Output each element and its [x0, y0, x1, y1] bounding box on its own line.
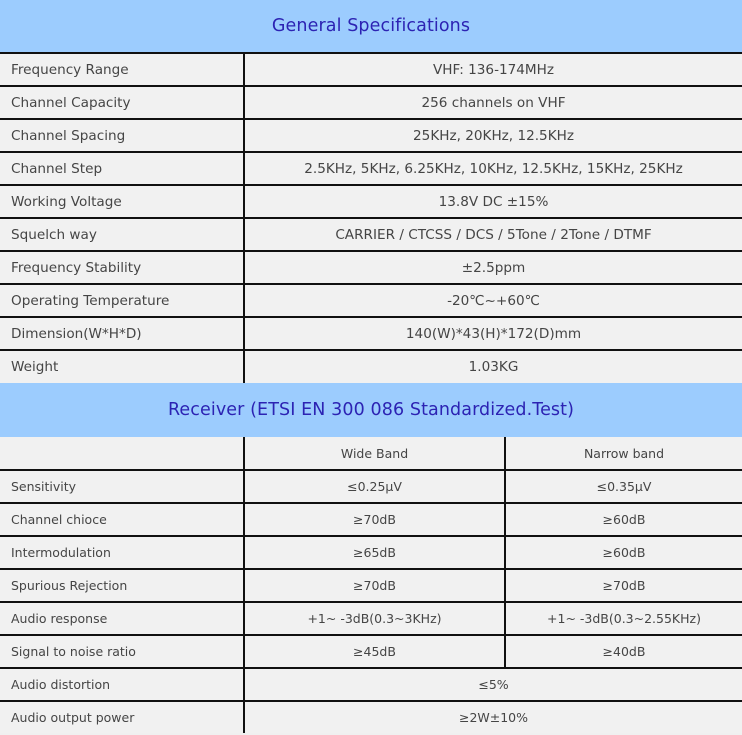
spec-label: Spurious Rejection [0, 569, 244, 602]
spec-label: Signal to noise ratio [0, 635, 244, 668]
spec-label: Intermodulation [0, 536, 244, 569]
table-row [0, 53, 742, 86]
table-row [0, 536, 742, 569]
spec-label: Frequency Range [0, 53, 244, 86]
receiver-header [0, 383, 742, 437]
spec-value: 2.5KHz, 5KHz, 6.25KHz, 10KHz, 12.5KHz, 15KHz, 25KHz [244, 152, 742, 185]
spec-value: 1.03KG [244, 350, 742, 383]
spec-label: Channel Spacing [0, 119, 244, 152]
table-row [0, 569, 742, 602]
spec-label: Operating Temperature [0, 284, 244, 317]
narrow-value: ≥60dB [505, 503, 742, 536]
wide-value: ≤0.25μV [244, 470, 505, 503]
table-row [0, 701, 742, 733]
spec-label: Channel Capacity [0, 86, 244, 119]
table-row [0, 350, 742, 383]
table-row [0, 185, 742, 218]
wide-value: ≥45dB [244, 635, 505, 668]
table-row [0, 470, 742, 503]
spec-label: Channel Step [0, 152, 244, 185]
table-row [0, 119, 742, 152]
spec-value: 140(W)*43(H)*172(D)mm [244, 317, 742, 350]
spec-label: Working Voltage [0, 185, 244, 218]
spec-value: 25KHz, 20KHz, 12.5KHz [244, 119, 742, 152]
spec-value: 256 channels on VHF [244, 86, 742, 119]
table-row [0, 503, 742, 536]
wide-value: ≥70dB [244, 503, 505, 536]
wide-value: +1~ -3dB(0.3~3KHz) [244, 602, 505, 635]
table-row [0, 152, 742, 185]
receiver-table [0, 437, 742, 733]
table-row [0, 284, 742, 317]
narrow-value: ≤0.35μV [505, 470, 742, 503]
wide-value: ≥70dB [244, 569, 505, 602]
table-row [0, 251, 742, 284]
table-row [0, 218, 742, 251]
general-specifications-header [0, 0, 742, 52]
column-header-wide-band: Wide Band [244, 437, 505, 470]
table-row [0, 317, 742, 350]
spec-value: 13.8V DC ±15% [244, 185, 742, 218]
spec-label: Weight [0, 350, 244, 383]
spec-label: Squelch way [0, 218, 244, 251]
narrow-value: ≥40dB [505, 635, 742, 668]
spec-label: Audio response [0, 602, 244, 635]
spec-value: VHF: 136-174MHz [244, 53, 742, 86]
spec-label: Audio output power [0, 701, 244, 733]
spec-value: ±2.5ppm [244, 251, 742, 284]
narrow-value: ≥60dB [505, 536, 742, 569]
wide-value: ≥65dB [244, 536, 505, 569]
general-specifications-table [0, 52, 742, 383]
spec-value: -20℃~+60℃ [244, 284, 742, 317]
table-row [0, 668, 742, 701]
column-header-empty [0, 437, 244, 470]
column-header-row [0, 437, 742, 470]
column-header-narrow-band: Narrow band [505, 437, 742, 470]
spec-label: Sensitivity [0, 470, 244, 503]
spec-value: ≥2W±10% [244, 701, 742, 733]
spec-label: Frequency Stability [0, 251, 244, 284]
section-title: General Specifications [271, 16, 471, 36]
section-title: Receiver (ETSI EN 300 086 Standardized.Test) [167, 400, 575, 420]
table-row [0, 86, 742, 119]
spec-value: CARRIER / CTCSS / DCS / 5Tone / 2Tone / DTMF [244, 218, 742, 251]
narrow-value: ≥70dB [505, 569, 742, 602]
table-row [0, 635, 742, 668]
spec-value: ≤5% [244, 668, 742, 701]
narrow-value: +1~ -3dB(0.3~2.55KHz) [505, 602, 742, 635]
spec-label: Channel chioce [0, 503, 244, 536]
spec-label: Dimension(W*H*D) [0, 317, 244, 350]
spec-label: Audio distortion [0, 668, 244, 701]
table-row [0, 602, 742, 635]
